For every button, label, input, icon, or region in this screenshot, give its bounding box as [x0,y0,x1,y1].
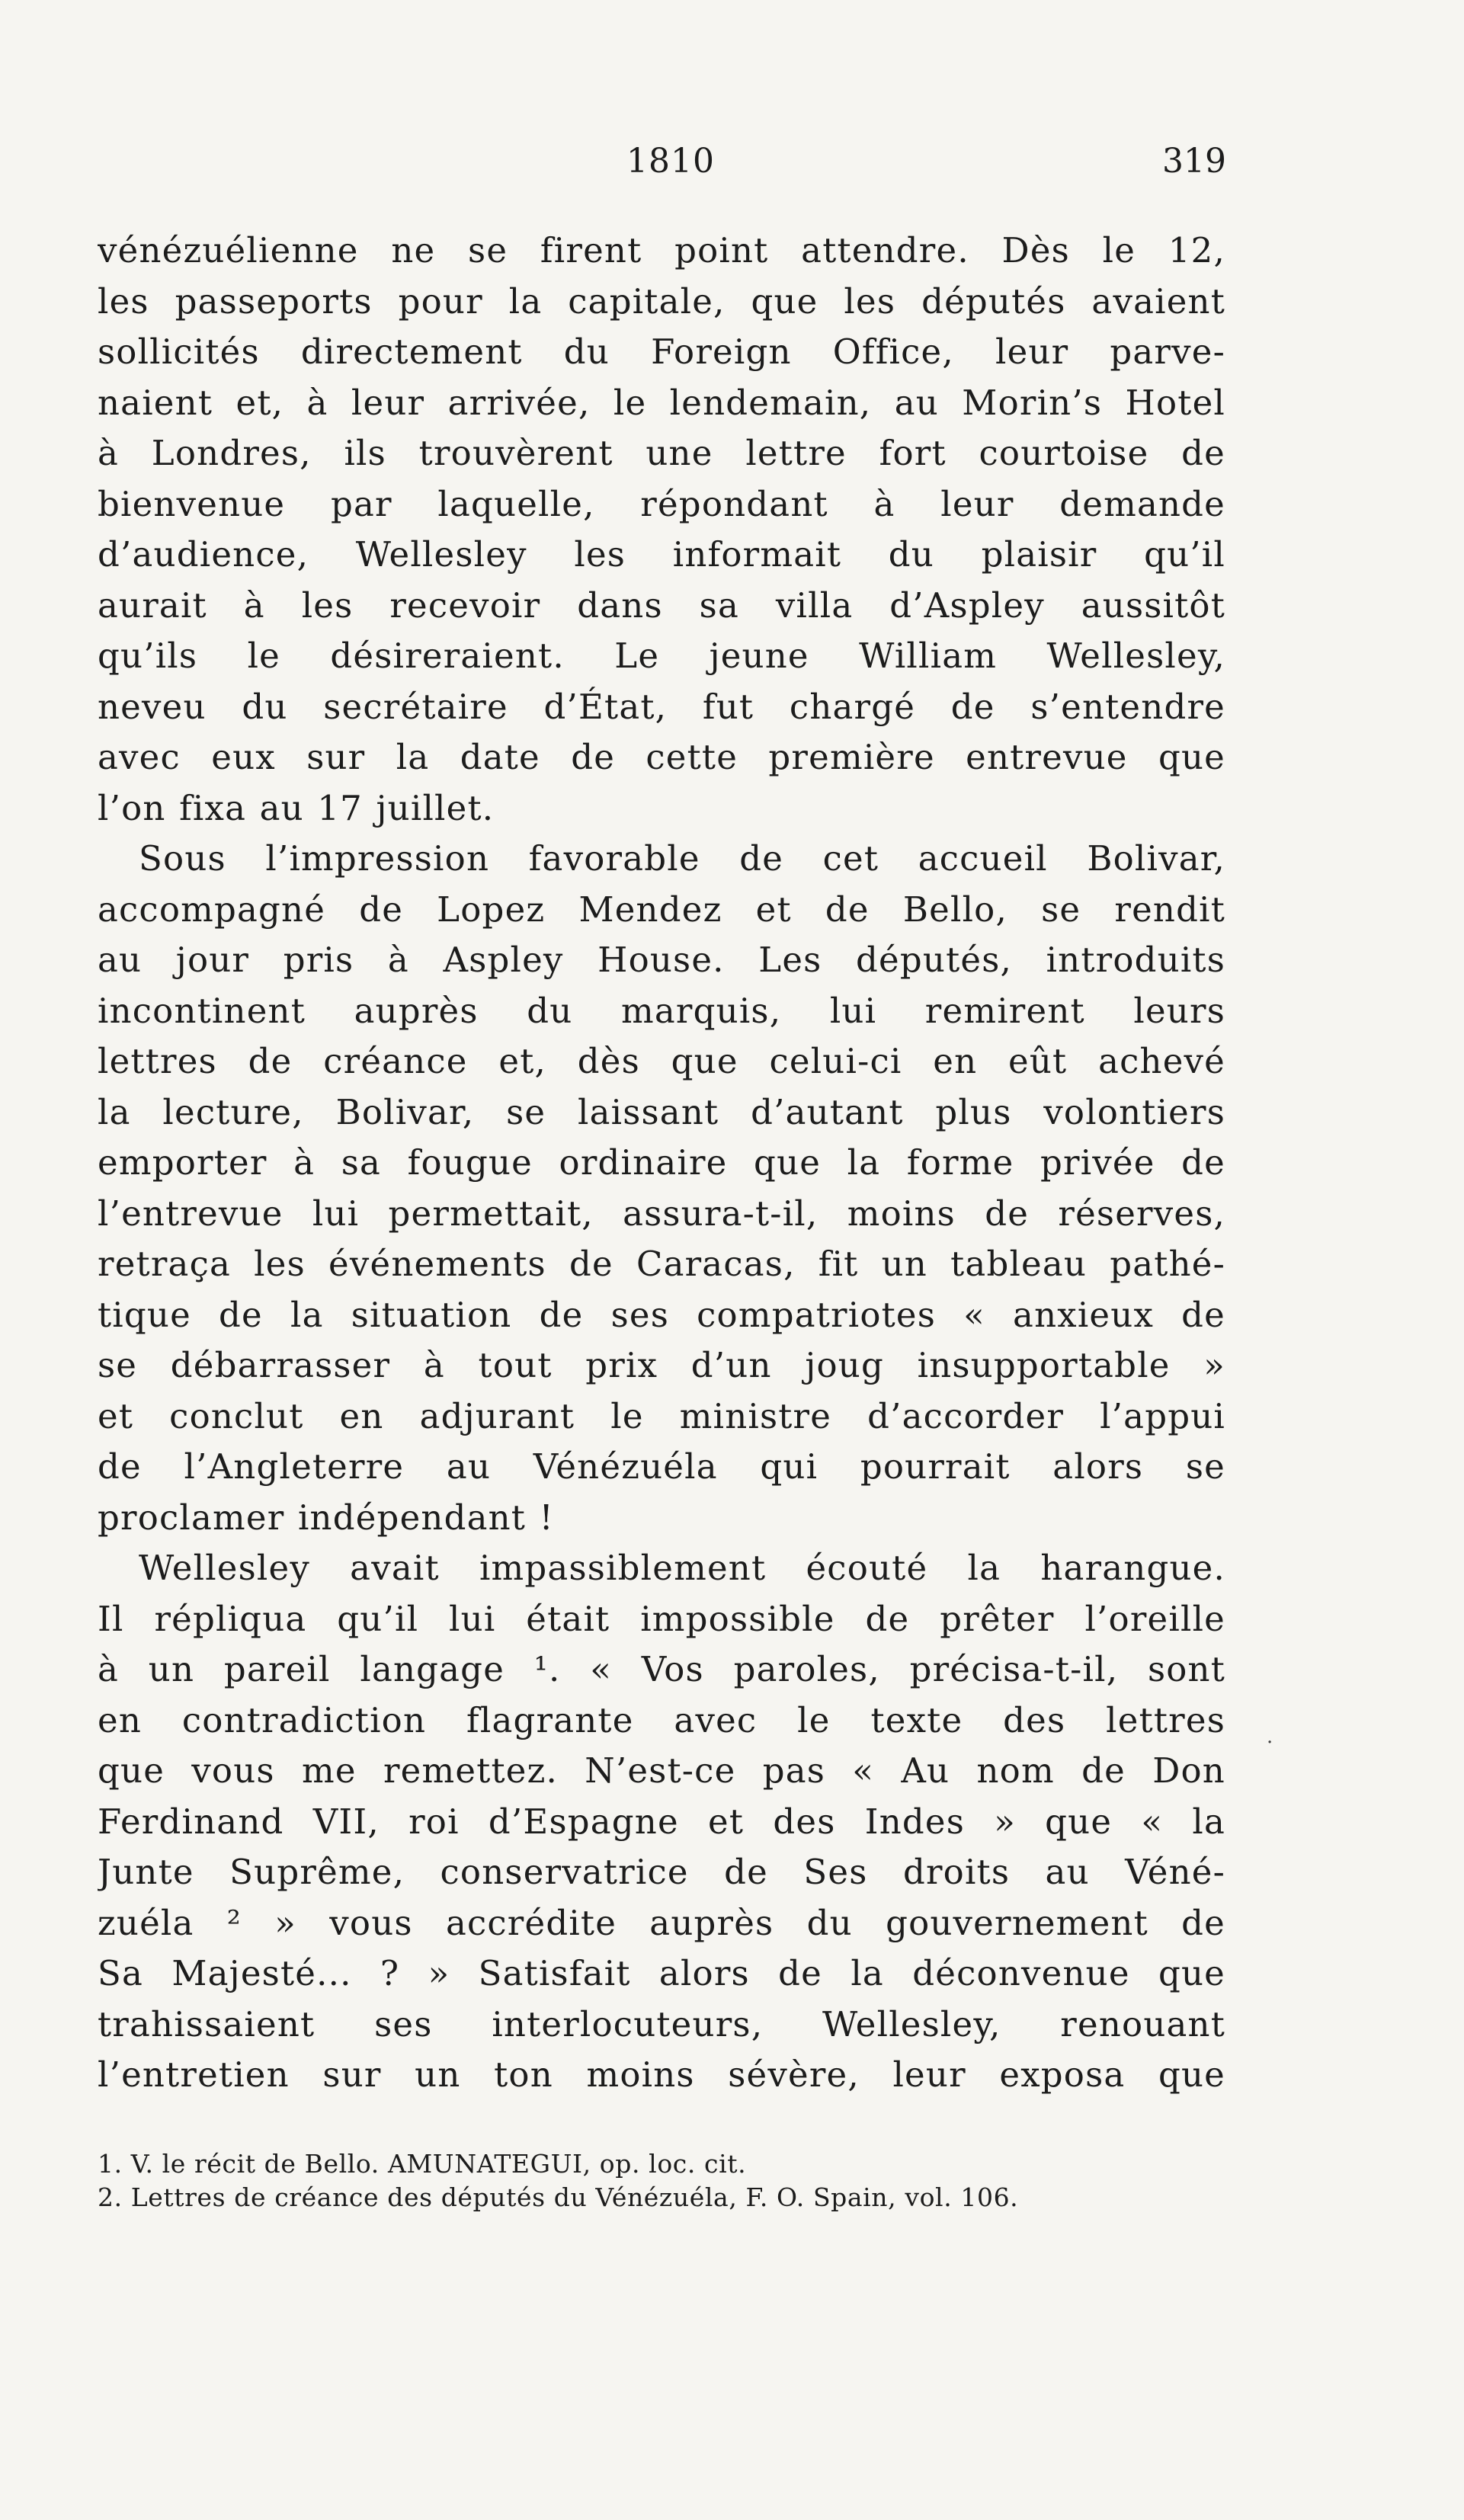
text-line: Junte Suprême, conservatrice de Ses droits au Véné- [98,1852,1225,1892]
running-head-year: 1810 [626,142,715,181]
footnote-2: 2. Lettres de créance des députés du Vénézuéla, F. O. Spain, vol. 106. [98,2182,1019,2212]
text-line: l’on fixa au 17 juillet. [98,787,495,828]
text-line: les passeports pour la capitale, que les députés avaient [98,280,1225,322]
margin-mark: · [1267,1731,1273,1754]
paragraph-1 [98,226,1225,834]
text-line: retraça les événements de Caracas, fit un tableau pathé- [98,1244,1225,1284]
text-line: et conclut en adjurant le ministre d’accorder l’appui [98,1395,1225,1436]
text-line: à Londres, ils trouvèrent une lettre fort courtoise de [98,433,1225,473]
paragraph-3 [98,1543,1225,2101]
text-line: naient et, à leur arrivée, le lendemain, au Morin’s Hotel [98,382,1225,423]
text-line: trahissaient ses interlocuteurs, Wellesley, renouant [98,2003,1225,2044]
text-line: bienvenue par laquelle, répondant à leur demande [98,483,1225,524]
text-line: la lecture, Bolivar, se laissant d’autant plus volontiers [98,1091,1225,1132]
text-line: au jour pris à Aspley House. Les députés, introduits [98,940,1225,980]
text-line: se débarrasser à tout prix d’un joug insupportable » [98,1345,1225,1385]
text-line: vénézuélienne ne se firent point attendre. Dès le 12, [98,230,1225,271]
text-line: à un pareil langage ¹. « Vos paroles, précisa-t-il, sont [98,1649,1225,1689]
text-line: sollicités directement du Foreign Office, leur parve- [98,331,1225,372]
text-line: proclamer indépendant ! [98,1497,554,1538]
text-line: Ferdinand VII, roi d’Espagne et des Indes » que « la [98,1801,1225,1842]
text-line: tique de la situation de ses compatriotes « anxieux de [98,1294,1225,1335]
text-line: l’entretien sur un ton moins sévère, leur exposa que [98,2054,1225,2095]
text-line: Il répliqua qu’il lui était impossible de prêter l’oreille [98,1598,1225,1639]
footnote-1: 1. V. le récit de Bello. AMUNATEGUI, op. loc. cit. [98,2149,747,2179]
text-line: aurait à les recevoir dans sa villa d’Aspley aussitôt [98,584,1225,626]
text-line: zuéla ² » vous accrédite auprès du gouvernement de [98,1902,1225,1943]
text-line: avec eux sur la date de cette première entrevue que [98,737,1225,777]
text-line: incontinent auprès du marquis, lui remirent leurs [98,990,1225,1031]
text-line: de l’Angleterre au Vénézuéla qui pourrait alors se [98,1446,1225,1487]
text-line: l’entrevue lui permettait, assura-t-il, moins de réserves, [98,1193,1225,1234]
running-head [0,142,1464,187]
text-line: qu’ils le désireraient. Le jeune William Wellesley, [98,636,1225,676]
text-line: accompagné de Lopez Mendez et de Bello, se rendit [98,889,1225,930]
text-line: neveu du secrétaire d’État, fut chargé de s’entendre [98,686,1225,727]
text-line: d’audience, Wellesley les informait du plaisir qu’il [98,534,1225,575]
text-line: emporter à sa fougue ordinaire que la forme privée de [98,1142,1225,1183]
body-text [98,226,1225,2101]
paragraph-2 [98,834,1225,1543]
text-line: que vous me remettez. N’est-ce pas « Au nom de Don [98,1750,1225,1791]
text-line: Sa Majesté... ? » Satisfait alors de la déconvenue que [98,1953,1225,1993]
page-number: 319 [1162,142,1226,181]
footnotes [98,2147,1225,2214]
text-line: Wellesley avait impassiblement écouté la harangue. [139,1548,1225,1588]
text-line: Sous l’impression favorable de cet accueil Bolivar, [139,838,1225,879]
text-line: en contradiction flagrante avec le texte des lettres [98,1699,1225,1740]
text-line: lettres de créance et, dès que celui-ci en eût achevé [98,1041,1225,1081]
